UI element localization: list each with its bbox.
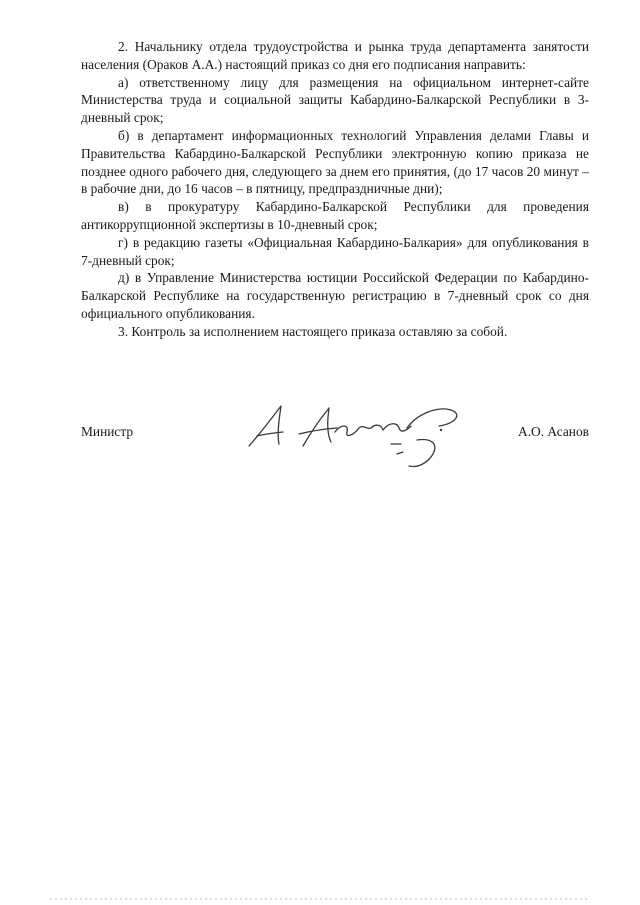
paragraph-subitem-d: д) в Управление Министерства юстиции Российской Федерации по Кабардино-Балкарской Республике на государственную регистрацию в 7-дневный срок со дня официального опубликования.	[81, 270, 589, 321]
paragraph-item-3: 3. Контроль за исполнением настоящего приказа оставляю за собой.	[118, 323, 508, 339]
document-body	[81, 38, 589, 341]
handwritten-signature	[241, 400, 481, 480]
paragraph-subitem-b: б) в департамент информационных технологий Управления делами Главы и Правительства Кабардино-Балкарской Республики электронную копию приказа не позднее одного рабочего дня, следующего за днем его принятия, (до 17 часов 20 минут – в рабочие дни, до 16 часов – в пятницу, предпраздничные дни);	[81, 127, 589, 197]
paragraph-item-2: 2. Начальнику отдела трудоустройства и рынка труда департамента занятости населения (Ораков А.А.) настоящий приказ со дня его подписания направить:	[81, 39, 589, 72]
signatory-name: А.О. Асанов	[518, 424, 589, 439]
bottom-scan-artifact	[0, 896, 640, 902]
signature-block	[81, 400, 589, 480]
paragraph-subitem-v: в) в прокуратуру Кабардино-Балкарской Республики для проведения антикоррупционной экспертизы в 10-дневный срок;	[81, 199, 589, 232]
paragraph-subitem-a: а) ответственному лицу для размещения на официальном интернет-сайте Министерства труда и социальной защиты Кабардино-Балкарской Республики в 3-дневный срок;	[81, 74, 589, 126]
paragraph-subitem-g: г) в редакцию газеты «Официальная Кабардино-Балкария» для опубликования в 7-дневный срок;	[81, 234, 589, 268]
signatory-title: Министр	[81, 424, 134, 439]
